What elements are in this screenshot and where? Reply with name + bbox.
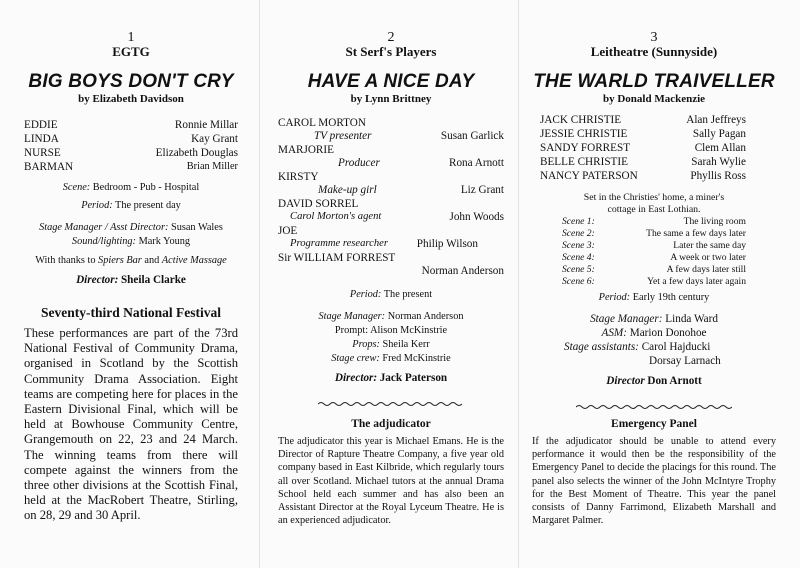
cast-actor: Sally Pagan (692, 128, 746, 140)
thanks-sponsor-2: Active Massage (161, 255, 227, 266)
cast-actor: Phyllis Ross (690, 170, 746, 182)
crew-label: Stage Manager / Asst Director: (39, 222, 169, 233)
play-author: by Elizabeth Davidson (78, 93, 184, 105)
cast-role: DAVID SORREL (278, 198, 359, 210)
director-line (24, 274, 238, 286)
thanks-prefix: With thanks to (35, 255, 96, 266)
period-label: Period: (349, 289, 382, 300)
period-value: The present (383, 289, 433, 300)
cast-actor: John Woods (449, 211, 504, 223)
company-name: St Serf's Players (345, 44, 437, 59)
scene-label: Scene 4: (562, 252, 595, 263)
play-number: 1 (127, 30, 135, 45)
cast-role: Sir WILLIAM FORREST (278, 252, 396, 264)
crew-label: Props: (352, 339, 380, 350)
crew-line (24, 236, 238, 247)
play-column-1 (24, 0, 238, 568)
festival-body: These performances are part of the 73rd National Festival of Community Drama, organised in Scotland by the Scottish Community Drama Association. Eight teams are competing here for places in the Eastern Divisional Final, which will be held at Bowhouse Community Centre, Grangemouth on 22, 23 and 24 March. The winning teams from there will compete against the winners from the three other divisions at the Scottish Final, held at the MacRobert Theatre, Stirling, on 28, 29 and 30 April. (24, 326, 238, 523)
setting-line: Set in the Christies' home, a miner's (583, 192, 725, 203)
cast-role: NANCY PATERSON (540, 170, 638, 182)
director-label: Director: (334, 372, 378, 384)
scene-label: Scene 1: (562, 216, 595, 227)
cast-description: TV presenter (314, 130, 372, 142)
crew-line (278, 339, 504, 350)
crew-value: Susan Wales (170, 222, 223, 233)
company-name: Leitheatre (Sunnyside) (590, 44, 718, 59)
thanks-and: and (144, 255, 160, 266)
crew-line (278, 311, 504, 322)
director-name: Don Arnott (647, 375, 702, 387)
crew-line (564, 341, 776, 353)
cast-actor: Susan Garlick (440, 130, 504, 142)
crew-line (24, 222, 238, 233)
period-line (24, 200, 238, 211)
scene-label: Scene 2: (562, 228, 595, 239)
scene-value: Yet a few days later again (647, 276, 746, 287)
adjudicator-heading: The adjudicator (351, 418, 431, 430)
cast-actor: Clem Allan (694, 142, 746, 154)
cast-description: Producer (338, 157, 380, 169)
setting-line: cottage in East Lothian. (607, 204, 701, 215)
scene-value: Bedroom - Pub - Hospital (92, 182, 200, 193)
thanks-sponsor-1: Spiers Bar (98, 255, 142, 266)
scene-value: A week or two later (670, 252, 746, 263)
crew-label: Stage assistants: (564, 341, 639, 353)
crew-value: Mark Young (138, 236, 191, 247)
director-label: Director: (76, 274, 119, 286)
cast-actor: Philip Wilson (416, 238, 478, 250)
cast-role: SANDY FORREST (540, 142, 631, 154)
cast-role: KIRSTY (278, 171, 319, 183)
cast-role: BELLE CHRISTIE (540, 156, 628, 168)
adjudicator-body: The adjudicator this year is Michael Emans. He is the Director of Rapture Theatre Company, a five year old company based in East Kilbride, which regularly tours all over Scotland. Michael tutors at the annual Drama School held each summer and has also been an Assistant Director at the Royal Lyceum Theatre. He is an experienced adjudicator. (278, 436, 504, 527)
director-label: Director (606, 375, 645, 387)
festival-heading: Seventy-third National Festival (41, 305, 221, 320)
crew-line (532, 313, 776, 325)
crew-value: Alison McKinstrie (370, 325, 448, 336)
page-fold-right (518, 0, 519, 568)
period-value: Early 19th century (632, 292, 710, 303)
scene-value: The living room (683, 216, 746, 227)
cast-role: CAROL MORTON (278, 117, 366, 129)
scene-label: Scene 5: (562, 264, 595, 275)
crew-label: Stage crew: (331, 353, 380, 364)
period-line (532, 292, 776, 303)
play-column-2 (278, 0, 504, 568)
cast-description: Programme researcher (290, 238, 388, 249)
crew-value: Fred McKinstrie (382, 353, 451, 364)
play-author: by Donald Mackenzie (602, 93, 706, 105)
wavy-divider (576, 404, 732, 410)
scene-line (24, 182, 238, 193)
play-title: HAVE A NICE DAY (307, 71, 475, 92)
play-column-3 (532, 0, 776, 568)
period-label: Period: (81, 200, 113, 211)
crew-line (278, 325, 504, 336)
crew-value: Carol Hajducki (641, 341, 711, 353)
cast-role: MARJORIE (278, 144, 334, 156)
crew-label: ASM: (601, 327, 627, 339)
director-name: Sheila Clarke (120, 274, 186, 286)
cast-actor: Elizabeth Douglas (155, 147, 238, 159)
scene-label: Scene 6: (562, 276, 595, 287)
director-line (532, 375, 776, 387)
cast-role: JESSIE CHRISTIE (540, 128, 628, 140)
cast-actor: Sarah Wylie (691, 156, 746, 168)
cast-role: NURSE (24, 147, 61, 159)
period-line (278, 289, 504, 300)
cast-actor: Kay Grant (191, 133, 238, 145)
crew-label: Stage Manager: (318, 311, 386, 322)
play-title: THE WARLD TRAIVELLER (533, 71, 775, 92)
crew-value: Norman Anderson (387, 311, 464, 322)
cast-actor: Ronnie Millar (174, 119, 238, 131)
cast-role: JACK CHRISTIE (540, 114, 622, 126)
cast-actor: Liz Grant (460, 184, 504, 196)
play-author: by Lynn Brittney (350, 93, 432, 105)
scene-label: Scene 3: (562, 240, 595, 251)
crew-label: Stage Manager: (590, 313, 663, 325)
crew-value: Dorsay Larnach (649, 355, 721, 367)
cast-actor: Brian Miller (186, 161, 238, 172)
wavy-divider (318, 401, 464, 407)
cast-description: Carol Morton's agent (290, 211, 382, 222)
play-number: 2 (387, 30, 395, 45)
crew-value: Marion Donohoe (629, 327, 707, 339)
cast-role: EDDIE (24, 119, 58, 131)
cast-role: LINDA (24, 133, 59, 145)
scene-label: Scene: (62, 182, 91, 193)
period-label: Period: (598, 292, 631, 303)
cast-actor: Norman Anderson (421, 265, 504, 277)
cast-role: BARMAN (24, 161, 74, 173)
crew-line (532, 327, 776, 339)
crew-value: Sheila Kerr (382, 339, 430, 350)
crew-value: Linda Ward (665, 313, 718, 325)
crew-line (278, 353, 504, 364)
cast-role: JOE (278, 225, 298, 237)
crew-label: Sound/lighting: (71, 236, 136, 247)
crew-line (649, 355, 776, 367)
crew-label: Prompt: (334, 325, 369, 336)
play-title: BIG BOYS DON'T CRY (28, 71, 234, 92)
director-line (278, 372, 504, 384)
play-number: 3 (650, 30, 658, 45)
cast-description: Make-up girl (318, 184, 377, 196)
scene-value: A few days later still (666, 264, 746, 275)
cast-actor: Rona Arnott (448, 157, 504, 169)
director-name: Jack Paterson (379, 372, 448, 384)
emergency-heading: Emergency Panel (611, 418, 697, 430)
scene-value: The same a few days later (646, 228, 746, 239)
scene-value: Later the same day (673, 240, 746, 251)
page-fold-left (259, 0, 260, 568)
cast-actor: Alan Jeffreys (686, 114, 746, 126)
company-name: EGTG (112, 44, 150, 59)
thanks-line (24, 255, 238, 266)
emergency-body: If the adjudicator should be unable to attend every performance it would then be the responsibility of the Emergency Panel to decide the placings for this round. The panel also selects the winner of the John McIntyre Trophy for the Best Moment of Theatre. This year the panel consists of Danny Farrimond, Elizabeth Marshall and Margaret Palmer. (532, 436, 776, 527)
period-value: The present day (115, 200, 181, 211)
